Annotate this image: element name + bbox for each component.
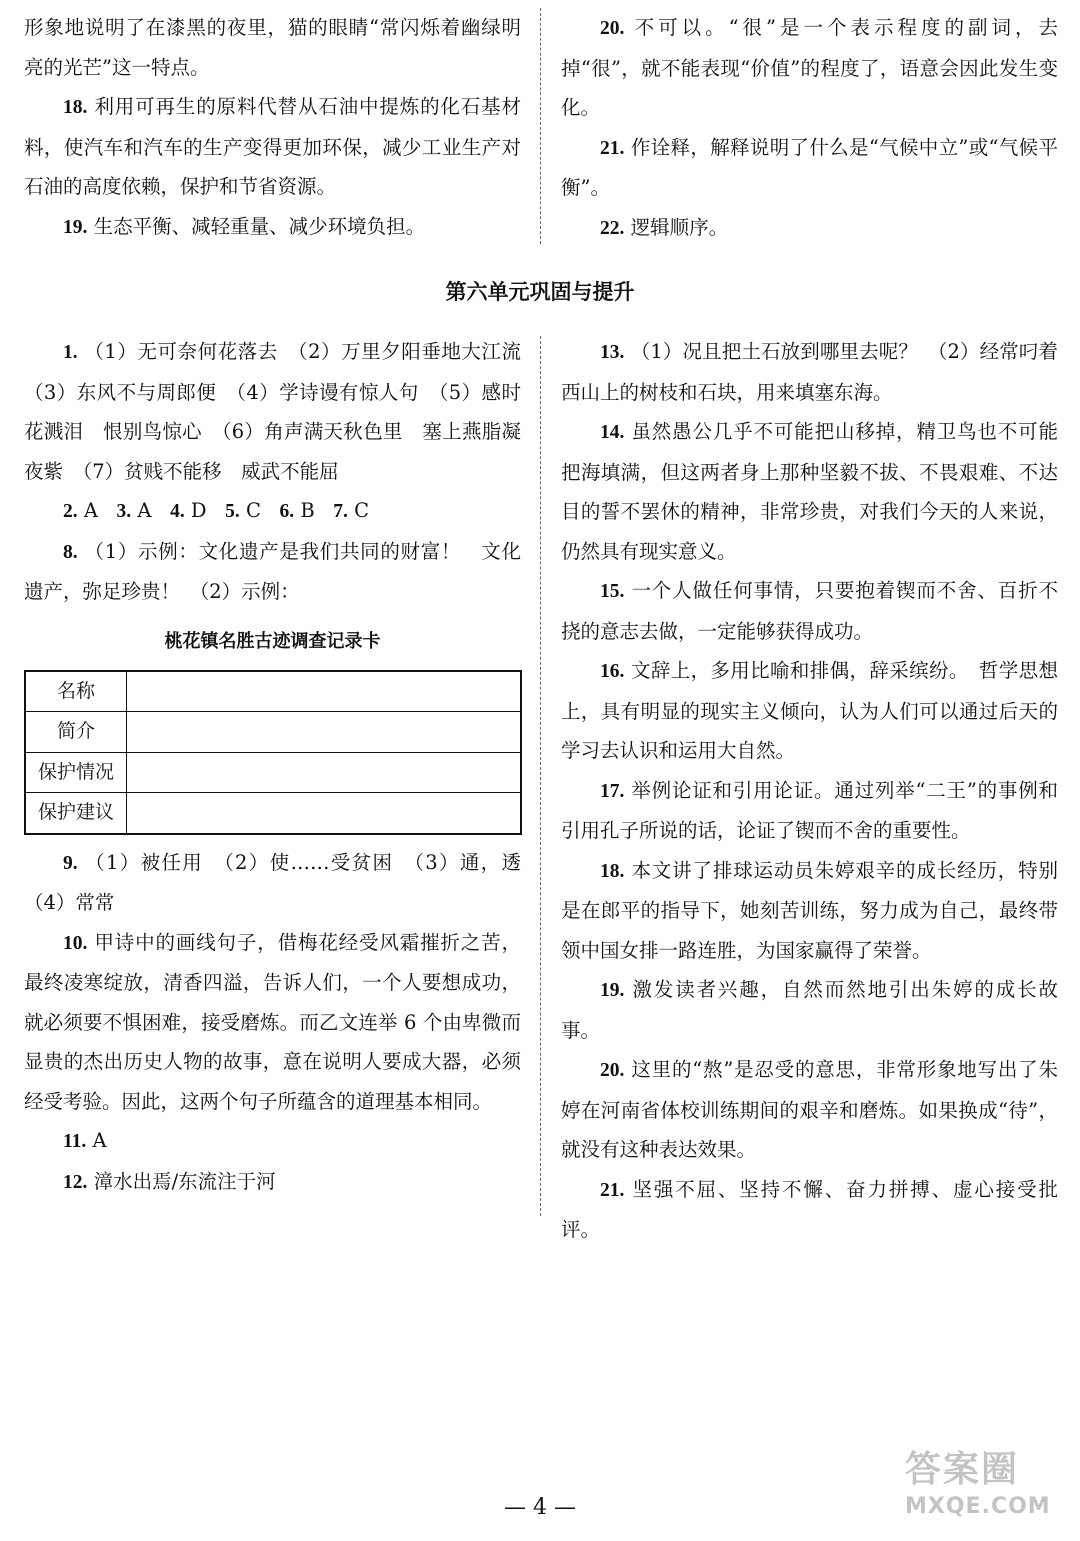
- answer-8: [24, 532, 521, 612]
- answer-number: 18.: [63, 97, 88, 118]
- row-blank-cell: [127, 752, 522, 793]
- answer-number: 13.: [600, 342, 625, 363]
- answer-text: 激发读者兴趣，自然而然地引出朱婷的成长故事。: [561, 978, 1058, 1042]
- answer-16: [561, 651, 1058, 771]
- answer-22-top: [561, 208, 1058, 249]
- answer-20-top: [561, 8, 1058, 128]
- answer-number: 18.: [600, 860, 625, 882]
- answer-19: [561, 970, 1058, 1050]
- answer-text: 本文讲了排球运动员朱婷艰辛的成长经历，特别是在郎平的指导下，她刻苦训练，努力成为自己，最终带领中国女排一路连胜，为国家赢得了荣誉。: [561, 858, 1058, 962]
- answer-text: （1）被任用 （2）使……受贫困 （3）通，透 （4）常常: [24, 850, 541, 914]
- table-row: [25, 752, 521, 793]
- top-column-divider: [540, 8, 541, 244]
- table-row: [25, 712, 521, 753]
- answer-text: 甲诗中的画线句子，借梅花经受风霜摧折之苦，最终凌寒绽放，清香四溢，告诉人们，一个人要想成功，就必须要不惧困难，接受磨炼。而乙文连举 6 个由卑微而显贵的杰出历史人物的故事，意在说明人要成大器，必须经受考验。因此，这两个句子所蕴含的道理基本相同。: [24, 930, 521, 1113]
- answer-number: 19.: [63, 216, 88, 238]
- answer-18: [561, 851, 1058, 971]
- main-left-column: [24, 332, 541, 1202]
- answer-text: 坚强不屈、坚持不懈、奋力拼搏、虚心接受批评。: [561, 1177, 1058, 1241]
- answer-11: [24, 1121, 521, 1162]
- answer-text: 作诠释，解释说明了什么是“气候中立”或“气候平衡”。: [561, 135, 1058, 199]
- answer-21-top: [561, 128, 1058, 208]
- answer-number: 15.: [600, 581, 625, 602]
- answer-number: 2.: [63, 501, 78, 522]
- answer-10: [24, 923, 521, 1122]
- answer-text: 利用可再生的原料代替从石油中提炼的化石基材料，使汽车和汽车的生产变得更加环保，减少工业生产对石油的高度依赖，保护和节省资源。: [24, 95, 521, 198]
- row-label: 保护情况: [25, 752, 127, 793]
- answer-21: [561, 1170, 1058, 1250]
- watermark-logo: [905, 1448, 1075, 1540]
- answer-number: 4.: [170, 501, 185, 522]
- answer-number: 16.: [600, 661, 625, 682]
- answer-number: 20.: [600, 1060, 625, 1081]
- answer-text: （1）无可奈何花落去 （2）万里夕阳垂地大江流 （3）东风不与周郎便 （4）学诗谩有惊人句 （5）感时花溅泪 恨别鸟惊心 （6）角声满天秋色里 塞上燕脂凝夜紫 （7）贫贱不能移 威武不能屈: [24, 340, 541, 483]
- answer-number: 21.: [600, 1179, 625, 1201]
- answer-text: 漳水出焉/东流注于河: [93, 1169, 276, 1193]
- top-left-column: [24, 8, 521, 247]
- answer-18-top: [24, 87, 521, 207]
- answer-choice: D: [190, 499, 207, 522]
- answer-number: 5.: [225, 501, 240, 522]
- main-right-column: [561, 332, 1058, 1250]
- answer-number: 10.: [63, 932, 88, 954]
- answer-text: 这里的“熬”是忍受的意思，非常形象地写出了朱婷在河南省体校训练期间的艰辛和磨炼。如果换成“待”，就没有这种表达效果。: [561, 1058, 1058, 1161]
- answers-2-to-7: [24, 491, 521, 532]
- answer-number: 7.: [333, 501, 348, 522]
- page-number: — 4 —: [504, 1495, 576, 1520]
- answer-number: 20.: [600, 18, 625, 39]
- answer-13: [561, 332, 1058, 412]
- answer-text: 虽然愚公几乎不可能把山移掉，精卫鸟也不可能把海填满，但这两者身上那种坚毅不拔、不畏艰难、不达目的誓不罢休的精神，非常珍贵，对我们今天的人来说，仍然具有现实意义。: [561, 420, 1058, 563]
- answer-number: 9.: [63, 852, 78, 874]
- answer-text: 一个人做任何事情，只要抱着锲而不舍、百折不挠的意志去做，一定能够获得成功。: [561, 579, 1058, 643]
- answer-choice: A: [83, 499, 98, 522]
- answer-number: 6.: [279, 501, 295, 522]
- answer-number: 14.: [600, 422, 625, 443]
- row-label: 简介: [25, 712, 127, 753]
- top-left-continued-paragraph: 形象地说明了在漆黑的夜里，猫的眼睛“常闪烁着幽绿明亮的光芒”这一特点。: [24, 16, 521, 79]
- answer-9: [24, 843, 541, 923]
- answer-17: [561, 771, 1058, 851]
- answer-choice: B: [300, 499, 315, 522]
- watermark-text-top: 答案圈: [905, 1449, 1020, 1490]
- answer-number: 12.: [63, 1171, 88, 1193]
- answer-number: 11.: [63, 1131, 87, 1152]
- answer-text: A: [92, 1129, 107, 1152]
- answer-choice: C: [354, 499, 370, 522]
- answer-20: [561, 1050, 1058, 1170]
- watermark-text-bottom: MXQE.COM: [905, 1494, 1051, 1519]
- answer-number: 21.: [600, 137, 625, 159]
- answer-number: 8.: [63, 541, 78, 563]
- row-blank-cell: [127, 671, 522, 712]
- record-card-title: 桃花镇名胜古迹调查记录卡: [164, 630, 381, 652]
- answer-text: 举例论证和引用论证。通过列举“二王”的事例和引用孔子所说的话，论证了锲而不舍的重要性。: [561, 778, 1058, 842]
- answer-15: [561, 571, 1058, 651]
- section-title: 第六单元巩固与提升: [445, 280, 635, 304]
- answer-1: [24, 332, 541, 491]
- answer-12: [24, 1162, 521, 1203]
- answer-number: 1.: [63, 342, 78, 363]
- answer-choice: A: [137, 499, 152, 522]
- answer-number: 17.: [600, 780, 625, 802]
- answer-number: 19.: [600, 980, 625, 1001]
- answer-text: （1）示例：文化遗产是我们共同的财富！ 文化遗产，弥足珍贵！ （2）示例：: [24, 539, 521, 603]
- top-right-column: [561, 8, 1058, 248]
- answer-choice: C: [245, 499, 261, 522]
- answer-number: 3.: [116, 501, 132, 522]
- record-card-table: [24, 670, 522, 835]
- row-blank-cell: [127, 712, 522, 753]
- row-label: 名称: [25, 671, 127, 712]
- answer-text: （1）况且把土石放到哪里去呢？ （2）经常叼着西山上的树枝和石块，用来填塞东海。: [561, 340, 1058, 404]
- table-row: [25, 793, 521, 834]
- answer-text: 文辞上，多用比喻和排偶，辞采缤纷。 哲学思想上，具有明显的现实主义倾向，认为人们可以通过后天的学习去认识和运用大自然。: [561, 659, 1058, 762]
- answer-text: 不可以。“很”是一个表示程度的副词，去掉“很”，就不能表现“价值”的程度了，语意会因此发生变化。: [561, 16, 1058, 119]
- row-blank-cell: [127, 793, 522, 834]
- answer-number: 22.: [600, 217, 625, 239]
- row-label: 保护建议: [25, 793, 127, 834]
- answer-19-top: [24, 207, 521, 248]
- answer-text: 逻辑顺序。: [630, 215, 729, 239]
- table-row: [25, 671, 521, 712]
- main-column-divider: [540, 336, 541, 1216]
- answer-14: [561, 412, 1058, 571]
- answer-text: 生态平衡、减轻重量、减少环境负担。: [93, 214, 426, 238]
